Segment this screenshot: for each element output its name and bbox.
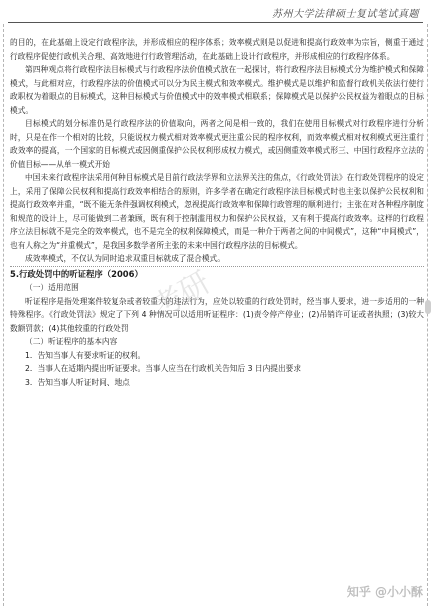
- subsection-scope: （一）适用范围: [25, 283, 79, 292]
- subsection-content: （二）听证程序的基本内容: [25, 337, 118, 346]
- list-item: 2．当事人在适期内提出听证要求。当事人应当在行政机关告知后 3 日内提出要求: [25, 364, 302, 373]
- source-watermark: 知乎 @小小酥: [346, 585, 423, 599]
- hearing-description: 听证程序是指处理案件较复杂或者较重大的违法行为，应处以较重的行政处罚时，经当事人要求，进一步适用的一种特殊程序。《行政处罚法》规定了下列 4 种情况可以适用听证程序：(1)责令停产停业；(2)吊销许可证或者执照；(3)较大数额罚款；(4)其他较重的行政处罚: [10, 296, 424, 333]
- paragraph-1: 的目的，在此基础上设定行政程序法，并形成相应的程序体系；效率模式则是以促进和提高行政效率为宗旨，侧重于通过行政程序促使行政机关合理、高效地进行行政管理活动，在此基础上设计行政程序，并形成相应的行政程序体系。: [10, 38, 424, 61]
- paragraph-5: 成效率模式，不仅认为同时追求双重目标就成了混合模式。: [25, 254, 225, 263]
- page-header: [0, 0, 431, 24]
- page-border-right: [427, 24, 428, 606]
- list-item: 1．告知当事人有要求听证的权利。: [25, 350, 146, 360]
- paragraph-2: 第四种观点将行政程序法目标模式与行政程序法价值模式放在一起探讨，将行政程序法目标模式分为维护模式和保障模式，与此相对应，行政程序法的价值模式可以分为民主模式和效率模式。维护模式是以维护和监督行政机关依法行使行政职权为着眼点的目标模式，这种目标模式与价值模式中的效率模式相联系；保障模式是以保护公民权益为着眼点的目标模式。: [10, 65, 424, 115]
- section-heading: 5.行政处罚中的听证程序（2006）: [10, 266, 424, 282]
- watermark: 考研: [147, 264, 217, 326]
- paragraph-3: 目标模式的划分标准仍是行政程序法的价值取向，两者之间是相一致的，我们在使用目标模式对行政程序进行分析时，只是在作一个相对的比较，只能说权力模式相对效率模式更注重公民的程序权利，而效率模式相对权利模式更注重行政效率的提高，一个国家的目标模式或因侧重保护公民权利形成权力模式，或因侧重效率模式形三、中国行政程序立法的价值目标——从单一模式开始: [10, 119, 424, 169]
- page-border-left: [3, 24, 4, 606]
- document-body: [10, 36, 424, 389]
- list-item: 3．告知当事人听证时间、地点: [25, 377, 130, 387]
- document-title: 苏州大学法律硕士复试笔试真题: [272, 9, 419, 20]
- header-rule: [8, 22, 423, 23]
- scrollbar-thumb[interactable]: [425, 300, 431, 314]
- paragraph-4: 中国未来行政程序法采用何种目标模式是目前行政法学界和立法界关注的焦点，《行政处罚法》在行政处罚程序的设定上，采用了保障公民权利和提高行政效率相结合的原则，许多学者在确定行政程序法目标模式时也主张以保护公民权利和提高行政效率并重，“既不能无条件强调权利模式，忽视提高行政效率和保障行政管理的顺利进行；主张在对各种程序制度和规范的设计上，尽可能做到二者兼顾，既有利于控制滥用权力和保护公民权益，又有利于提高行政效率。这样的行政程序立法目标就不是完全的效率模式，也不是完全的权利保障模式，而是一种介于两者之间的中间模式”，这种“中间模式”，也有人称之为“并重模式”，是我国多数学者所主张的未来中国行政程序法的目标模式。: [10, 173, 424, 250]
